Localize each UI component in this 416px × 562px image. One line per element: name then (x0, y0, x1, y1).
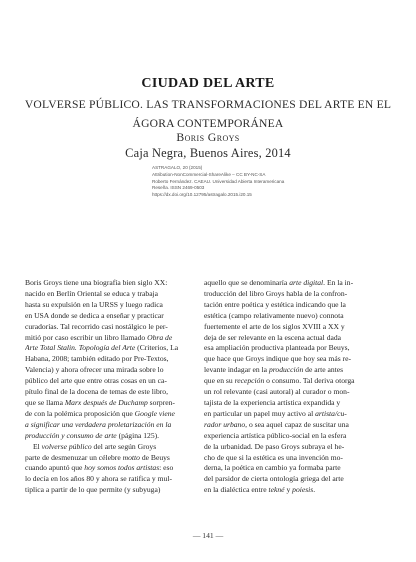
text-line: experiencia artística público-social en la esfera (204, 430, 347, 440)
text-line: del parsidor de cierta ontología griega del arte (204, 474, 344, 484)
text-line: parte de desmenuzar un célebre motto de Beuys (25, 452, 170, 462)
meta-doi-link[interactable]: https://dx.doi.org/10.12795/astragalo.2015.i20.15 (152, 192, 252, 198)
text-line: producción y consumo de arte (página 125). (25, 430, 160, 440)
text-line: hasta su expulsión en la URSS y luego radica (25, 299, 163, 309)
book-subtitle (20, 95, 396, 133)
text-line: esa ampliación productiva planteada por Beuys, (204, 343, 350, 353)
text-line: tiplica a partir de lo que permite (y subyuga) (25, 485, 161, 495)
text-line: troducción del libro Groys habla de la confron- (204, 288, 348, 298)
text-line: deja de ser relevante en la escena actual dada (204, 332, 342, 342)
text-line: en USA donde se dedica a enseñar y practicar (25, 310, 164, 320)
meta-license: Attribution-NonCommercial-ShareAlike – CC BY-NC-SA (152, 171, 266, 177)
citation-metadata (152, 165, 382, 199)
text-line: de la urbanidad. De paso Groys subraya el he- (204, 441, 345, 451)
meta-issn: Reseña. ISSN 2469-0503 (152, 185, 205, 191)
text-line: en la dialéctica entre tekné y poiesis. (204, 485, 316, 495)
text-line: en particular un papel muy activo al artista/cu- (204, 408, 347, 418)
text-line: mitió por caso escribir un libro llamado Obra de (25, 332, 173, 342)
book-publisher: Caja Negra, Buenos Aires, 2014 (125, 146, 291, 160)
text-line: rador urbano, o sea aquel capaz de suscitar una (204, 419, 349, 429)
text-line: aquello que se denominaría arte digital. En la in- (204, 278, 354, 287)
review-title: CIUDAD DEL ARTE (141, 76, 275, 91)
text-line: tación entre poética y estética indicando que la (204, 299, 346, 309)
subtitle-line-1: VOLVERSE PÚBLICO. LAS TRANSFORMACIONES DEL ARTE EN EL (24, 98, 392, 111)
text-line: cuando apuntó que hoy somos todos artistas: eso (25, 463, 174, 473)
text-line: Boris Groys tiene una biografía bien siglo XX: (25, 278, 168, 287)
body-column-right (204, 278, 396, 496)
text-line: que en su recepción o consumo. Tal deriva otorga (204, 376, 355, 386)
text-line: pítulo final de la docena de temas de este libro, (25, 387, 168, 397)
text-line: Valencia) y ahora ofrecer una mirada sobre lo (25, 365, 164, 375)
text-line: El volverse público del arte según Groys (33, 441, 157, 451)
text-line: público del arte que entre otras cosas en un ca- (25, 376, 167, 386)
text-line: fuertemente el arte de los siglos XVIII a XX y (204, 321, 345, 331)
meta-journal: ASTRAGALO, 20 (2015) (152, 165, 203, 170)
page-number: — 141 — (192, 531, 224, 540)
body-column-left (25, 278, 216, 496)
text-line: Habana, 2008; también editado por Pre-Textos, (25, 354, 169, 364)
text-line: a significar una verdadera proletarización en la (25, 419, 172, 429)
text-line: que hace que Groys indique que hoy sea más re- (204, 354, 351, 364)
text-line: curadorías. Tal recorrido casi nostálgico le per- (25, 321, 168, 331)
text-line: cho de que si la estética es una invención mo- (204, 452, 343, 462)
text-line: que se llama Marx después de Duchamp sorpren- (25, 397, 175, 407)
text-line: de con la polémica proposición que Google viene (25, 408, 175, 418)
text-line: derna, la poética en cambio ya formaba parte (204, 463, 341, 473)
meta-reviewer: Roberto Fernández. CAEAU. Universidad Abierta Interamericana (152, 178, 285, 184)
text-line: lo decía en los años 80 y ahora se ratifica y mul- (25, 474, 172, 484)
text-line: nacido en Berlín Oriental se educa y trabaja (25, 288, 159, 298)
text-line: Arte Total Stalin. Topología del Arte (Criterios, La (25, 343, 179, 353)
text-line: un rol relevante (casi autoral) al curador o mon- (204, 387, 350, 397)
text-line: estética (campo relativamente nuevo) connota (204, 310, 344, 320)
text-line: levante indagar en la producción de arte antes (204, 365, 344, 375)
book-author: Boris Groys (176, 130, 240, 144)
subtitle-line-2: ÁGORA CONTEMPORÁNEA (132, 117, 284, 130)
text-line: tajista de la experiencia artística expandida y (204, 397, 341, 407)
